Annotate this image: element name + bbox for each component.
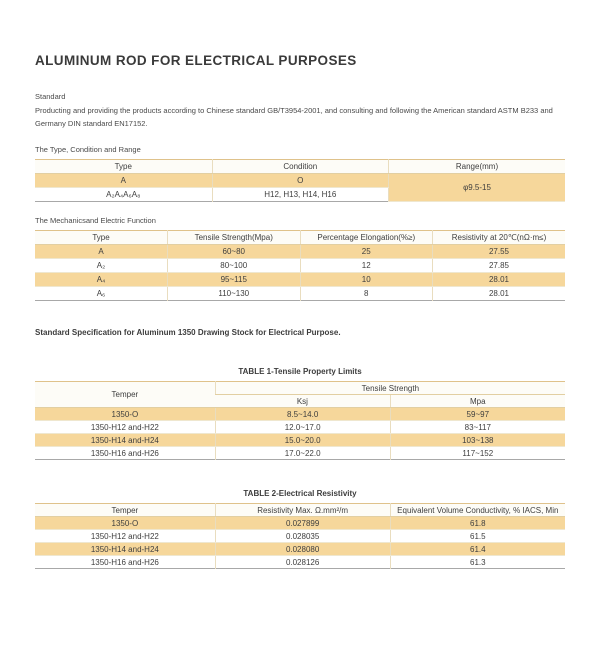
cell: 60~80: [168, 245, 301, 259]
table-row: [35, 259, 565, 273]
cell-temper: 1350-H12 and-H22: [35, 421, 215, 434]
cell-ksj: 15.0~20.0: [215, 434, 390, 447]
table-row: [35, 287, 565, 301]
header-cell-tensile: Tensile Strength(Mpa): [168, 231, 301, 245]
cell-resistivity: 0.027899: [215, 517, 390, 530]
cell-range-merged: φ9.5-15: [389, 174, 566, 202]
cell-conductivity: 61.5: [390, 530, 565, 543]
header-cell-elongation: Percentage Elongation(%≥): [300, 231, 433, 245]
cell-mpa: 59~97: [390, 408, 565, 421]
cell-conductivity: 61.8: [390, 517, 565, 530]
table-header-row: [35, 231, 565, 245]
cell: A: [35, 245, 168, 259]
cell-condition: H12, H13, H14, H16: [212, 188, 388, 202]
cell-temper: 1350-O: [35, 517, 215, 530]
table-row: [35, 543, 565, 556]
mechanics-electric-table: [35, 230, 565, 301]
cell-mpa: 83~117: [390, 421, 565, 434]
cell-conductivity: 61.3: [390, 556, 565, 569]
cell-temper: 1350-H16 and-H26: [90, 557, 159, 567]
cell: A₄: [35, 273, 168, 287]
table-row: [35, 434, 565, 447]
cell-temper: 1350-O: [35, 408, 215, 421]
header-cell-tensile-strength-group: Tensile Strength: [215, 382, 565, 395]
cell-resistivity: 0.028035: [215, 530, 390, 543]
table-row: [35, 530, 565, 543]
cell: 10: [300, 273, 433, 287]
cell-resistivity: 0.028126: [215, 556, 390, 569]
range-table-caption: The Type, Condition and Range: [35, 145, 141, 154]
cell: 8: [300, 287, 433, 301]
header-cell-temper: Temper: [35, 382, 215, 408]
header-cell-resistivity-max: Resistivity Max. Ω.mm²/m: [215, 504, 390, 517]
cell: 28.01: [433, 287, 566, 301]
cell-mpa: 117~152: [390, 447, 565, 460]
cell: A₂: [35, 259, 168, 273]
tensile-property-table: [35, 381, 565, 460]
table-header-row: [35, 382, 565, 395]
cell: 110~130: [168, 287, 301, 301]
standard-paragraph: Producting and providing the products according to Chinese standard GB/T3954-2001, and consulting and following the American standard ASTM B233 and Germany DIN standard EN17152.: [35, 106, 553, 128]
subheader-cell-ksj: Ksj: [215, 395, 390, 408]
cell-condition: O: [212, 174, 388, 188]
cell-temper: 1350-H14 and-H24: [35, 543, 215, 556]
table-row: [35, 447, 565, 460]
cell-type: A₂A₄A₆A₈: [106, 190, 141, 199]
resistivity-table-caption: TABLE 2-Electrical Resistivity: [243, 489, 357, 498]
type-condition-range-table: [35, 159, 565, 202]
cell: 27.85: [433, 259, 566, 273]
table-header-row: [35, 160, 565, 174]
cell: 12: [300, 259, 433, 273]
table-row: [35, 408, 565, 421]
cell-conductivity: 61.4: [390, 543, 565, 556]
cell-ksj: 8.5~14.0: [215, 408, 390, 421]
table-row: [35, 421, 565, 434]
cell-temper: 1350-H14 and-H24: [35, 434, 215, 447]
cell: 27.55: [433, 245, 566, 259]
table-row: [35, 174, 565, 188]
electrical-resistivity-table: [35, 503, 565, 569]
cell: 95~115: [168, 273, 301, 287]
cell-ksj: 12.0~17.0: [215, 421, 390, 434]
table-row: [35, 245, 565, 259]
cell: 25: [300, 245, 433, 259]
table-row: [35, 517, 565, 530]
table-row: [35, 556, 565, 569]
cell: 28.01: [433, 273, 566, 287]
standard-label: Standard: [35, 92, 66, 101]
document-page: [0, 53, 600, 569]
cell-temper: 1350-H16 and-H26: [90, 448, 159, 458]
subheader-cell-mpa: Mpa: [390, 395, 565, 408]
header-cell-temper: Temper: [35, 504, 215, 517]
tensile-table-caption: TABLE 1-Tensile Property Limits: [238, 367, 362, 376]
cell: 80~100: [168, 259, 301, 273]
header-cell-range: Range(mm): [389, 160, 566, 174]
page-title: ALUMINUM ROD FOR ELECTRICAL PURPOSES: [35, 53, 357, 68]
cell: A₆: [96, 289, 106, 298]
cell-temper: 1350-H12 and-H22: [35, 530, 215, 543]
cell-resistivity: 0.028080: [215, 543, 390, 556]
cell-ksj: 17.0~22.0: [215, 447, 390, 460]
header-cell-condition: Condition: [212, 160, 388, 174]
cell-type: A: [35, 174, 212, 188]
spec-note: Standard Specification for Aluminum 1350 Drawing Stock for Electrical Purpose.: [35, 328, 341, 337]
table-row: [35, 273, 565, 287]
header-cell-resistivity: Resistivity at 20℃(nΩ·m≤): [433, 231, 566, 245]
header-cell-type: Type: [35, 160, 212, 174]
mech-table-caption: The Mechanicsand Electric Function: [35, 216, 156, 225]
header-cell-type: Type: [35, 231, 168, 245]
cell-mpa: 103~138: [390, 434, 565, 447]
table-header-row: [35, 504, 565, 517]
header-cell-conductivity: Equivalent Volume Conductivity, % IACS, Min: [390, 504, 565, 517]
